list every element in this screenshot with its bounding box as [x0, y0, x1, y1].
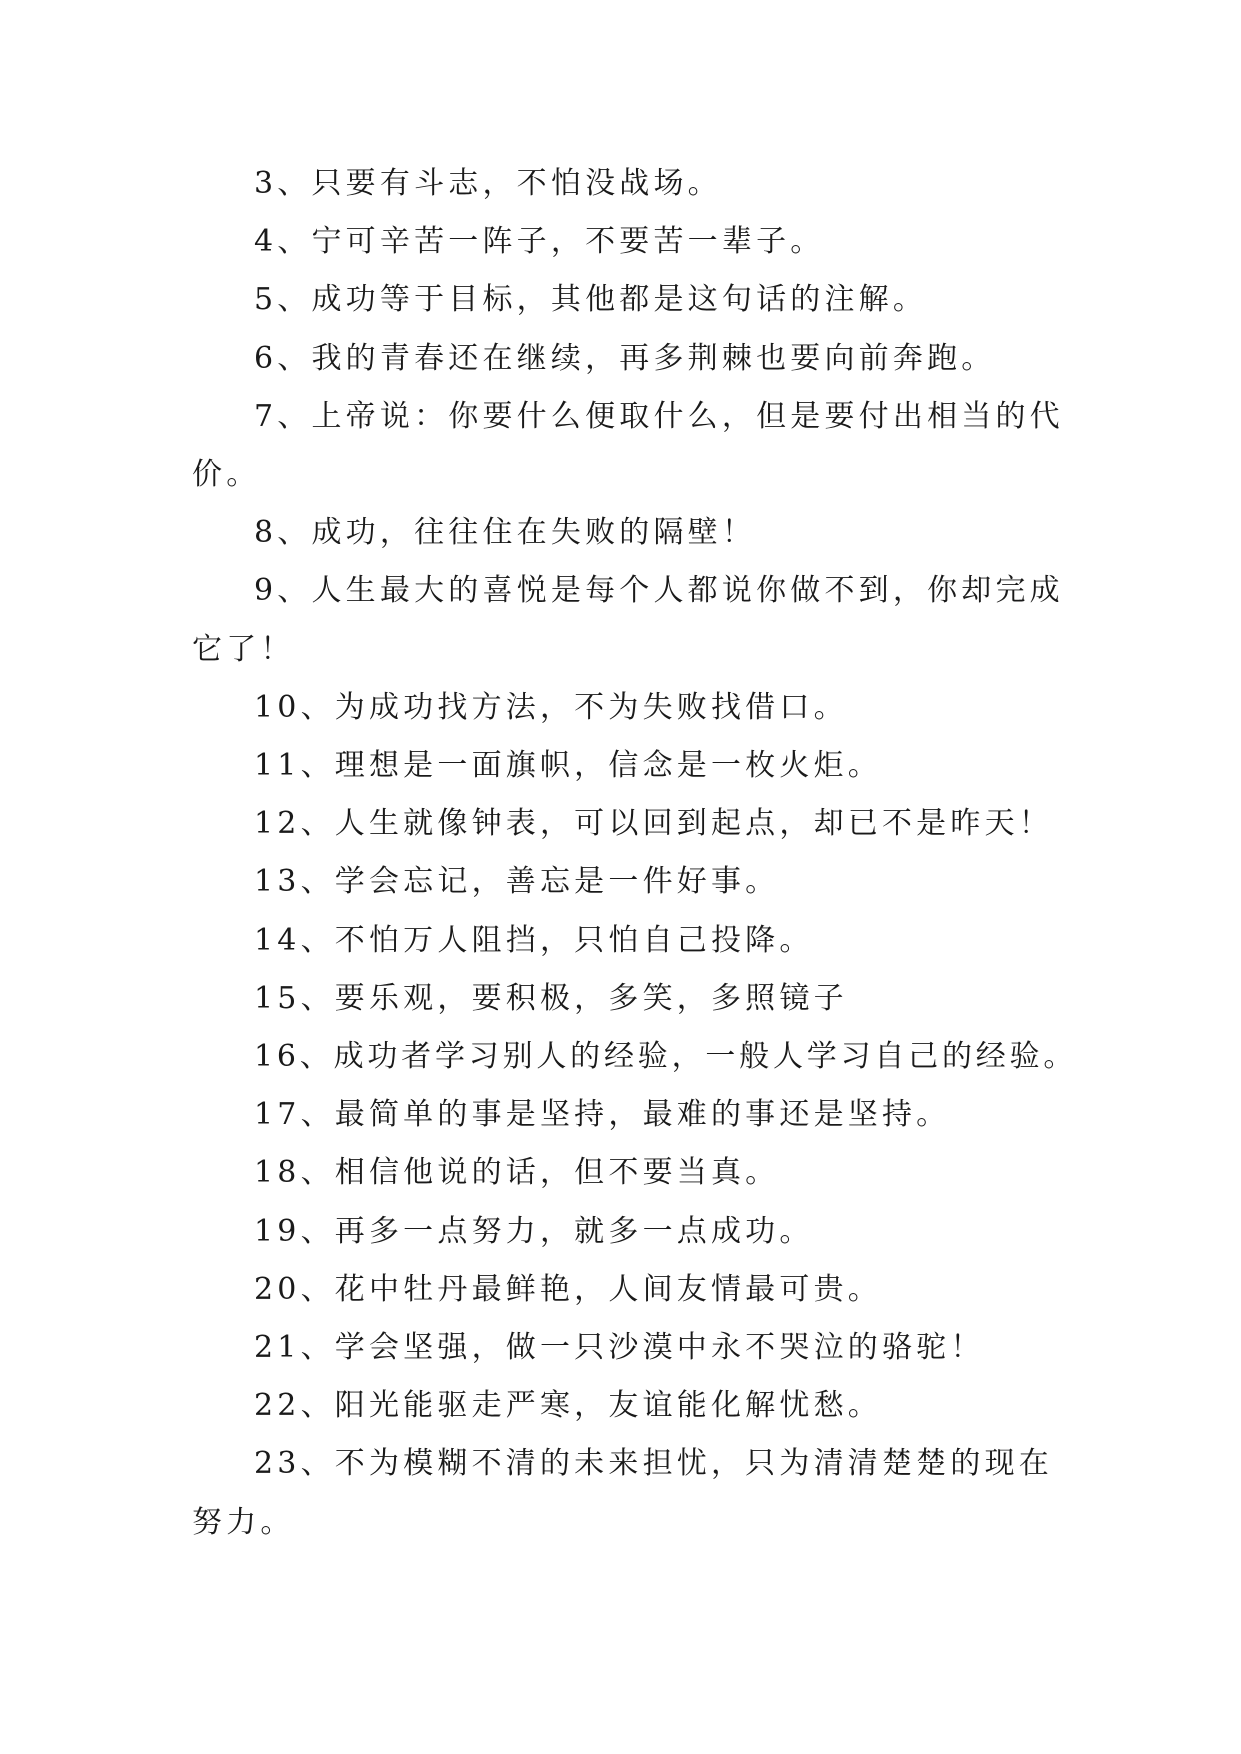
paragraph: 7、上帝说：你要什么便取什么，但是要付出相当的代价。 [192, 398, 1064, 493]
paragraph: 3、只要有斗志，不怕没战场。 [254, 166, 722, 201]
paragraph: 15、要乐观，要积极，多笑，多照镜子 [254, 980, 848, 1016]
paragraph: 16、成功者学习别人的经验，一般人学习自己的经验。 [254, 1039, 1078, 1075]
paragraph: 20、花中牡丹最鲜艳，人间友情最可贵。 [254, 1271, 882, 1307]
paragraph: 21、学会坚强，做一只沙漠中永不哭泣的骆驼！ [254, 1330, 985, 1366]
paragraph: 10、为成功找方法，不为失败找借口。 [254, 689, 848, 725]
paragraph: 19、再多一点努力，就多一点成功。 [254, 1213, 814, 1249]
paragraph: 14、不怕万人阻挡，只怕自己投降。 [254, 922, 814, 958]
paragraph: 11、理想是一面旗帜，信念是一枚火炬。 [254, 748, 882, 784]
paragraph: 12、人生就像钟表，可以回到起点，却已不是昨天！ [254, 806, 1053, 842]
paragraph: 22、阳光能驱走严寒，友谊能化解忧愁。 [254, 1388, 882, 1424]
paragraph: 5、成功等于目标，其他都是这句话的注解。 [254, 282, 928, 318]
document-body [192, 155, 1078, 1552]
paragraph: 9、人生最大的喜悦是每个人都说你做不到，你却完成它了！ [192, 573, 1064, 667]
paragraph: 6、我的青春还在继续，再多荆棘也要向前奔跑。 [254, 340, 996, 376]
paragraph: 18、相信他说的话，但不要当真。 [254, 1155, 780, 1191]
paragraph: 23、不为模糊不清的未来担忧，只为清清楚楚的现在努力。 [192, 1446, 1053, 1540]
paragraph: 4、宁可辛苦一阵子，不要苦一辈子。 [254, 224, 825, 260]
paragraph: 17、最简单的事是坚持，最难的事还是坚持。 [254, 1097, 951, 1133]
paragraph: 8、成功，往往住在失败的隔壁！ [254, 515, 757, 551]
paragraph: 13、学会忘记，善忘是一件好事。 [254, 864, 780, 900]
